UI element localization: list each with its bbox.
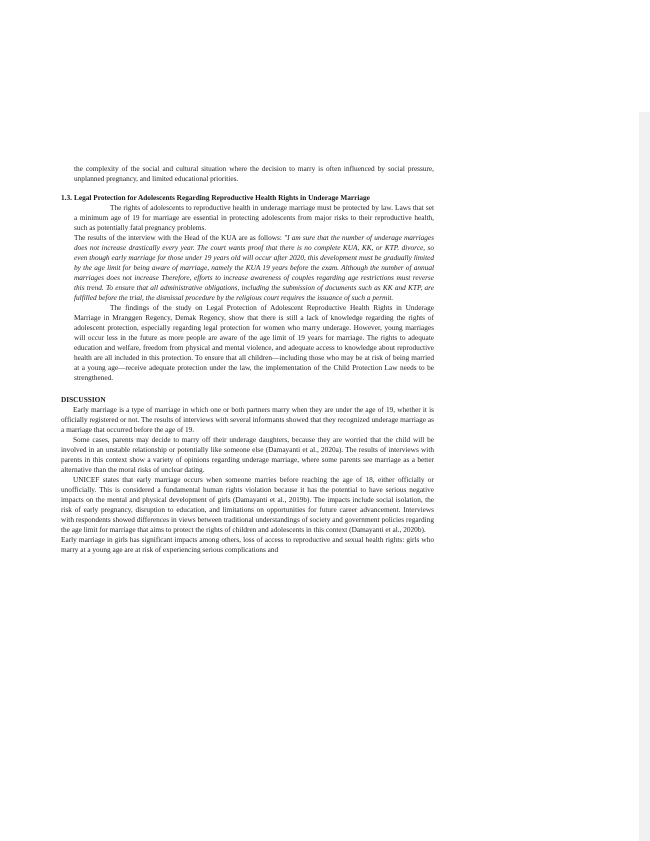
side-panel <box>639 112 650 841</box>
interview-paragraph <box>74 233 434 303</box>
discussion-heading: DISCUSSION <box>61 395 106 404</box>
discussion-paragraph: Some cases, parents may decide to marry off their underage daughters, because they are worried that the child will be involved in an unstable relationship or potentially like someone else (Damayanti et al., 2020a). The results of interviews with parents in this context show a variety of opinions regarding underage marriage, where some parents see marriage as a better alternative than the moral risks of unclear dating. <box>61 435 434 474</box>
section-body <box>61 203 434 383</box>
discussion-paragraph: UNICEF states that early marriage occurs when someone marries before reaching the age of 18, either officially or unofficially. This is considered a fundamental human rights violation because it has the potential to have serious negative impacts on the mental and physical development of girls (Damayanti et al., 2019b). The impacts include social isolation, the risk of early pregnancy, disruption to education, and limitations on opportunities for future career advancement. Interviews with respondents showed differences in views between traditional understandings of society and government policies regarding the age limit for marriage that aims to protect the rights of children and adolescents in this context (Damayanti et al., 2020b). <box>61 475 434 534</box>
intro-paragraph: the complexity of the social and cultural situation where the decision to marry is often influenced by social pressure, unplanned pregnancy, and limited educational priorities. <box>74 164 434 183</box>
section-paragraph-1: The rights of adolescents to reproductive health in underage marriage must be protected by law. Laws that set a minimum age of 19 for marriage are essential in protecting adolescents from major risks to their reproductive health, such as potentially fatal pregnancy problems. <box>74 203 434 232</box>
discussion-paragraph: Early marriage in girls has significant impacts among others, loss of access to reproductive and sexual health rights: girls who marry at a young age are at risk of experiencing serious complications and <box>61 535 434 554</box>
section-title: Legal Protection for Adolescents Regarding Reproductive Health Rights in Underage Marriage <box>74 193 370 202</box>
interview-intro: The results of the interview with the Head of the KUA are as follows: <box>74 233 285 242</box>
section-heading <box>61 193 434 203</box>
interview-quote: "I am sure that the number of underage marriages does not increase drastically every year. The court wants proof that there is no complete KUA, KK, or KTP. divorce, so even though early marriage for those under 19 years old will occur after 2020, this development must be gradually limited by the age limit for being aware of marriage, namely the KUA 19 years before the exam. Although the number of annual marriages does not increase Therefore, efforts to increase awareness of couples regarding age restrictions must reverse this trend. To ensure that all administrative obligations, including the submission of documents such as KK and KTP, are fulfilled before the trial, the dismissal procedure by the religious court requires the issuance of such a permit. <box>74 233 434 302</box>
page-content <box>61 164 434 555</box>
section-paragraph-3: The findings of the study on Legal Protection of Adolescent Reproductive Health Rights in Underage Marriage in Mranggen Regency, Demak Regency, show that there is still a lack of knowledge regarding the rights of adolescent protection, especially regarding legal protection for women who marry underage. However, young marriages will occur less in the future as more people are aware of the age limit of 19 years for marriage. The rights to adequate education and welfare, freedom from physical and mental violence, and adequate access to knowledge about reproductive health are all included in this protection. To ensure that all children—including those who may be at risk of being married at a young age—receive adequate protection under the law, the implementation of the Child Protection Law needs to be strengthened. <box>74 303 434 382</box>
discussion-paragraph: Early marriage is a type of marriage in which one or both partners marry when they are under the age of 19, whether it is officially registered or not. The results of interviews with several informants showed that they recognized underage marriage as a marriage that occurred before the age of 19. <box>61 405 434 434</box>
section-number: 1.3. <box>61 193 72 202</box>
